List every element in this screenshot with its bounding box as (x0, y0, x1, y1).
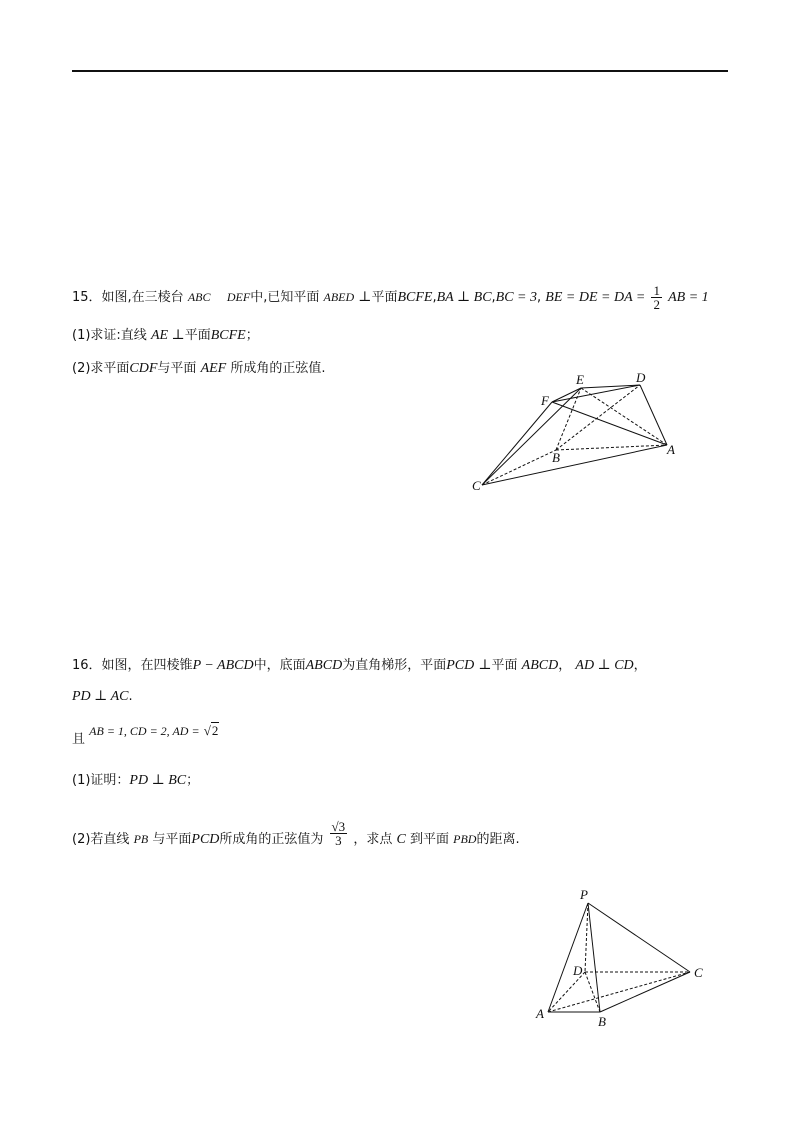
header-rule (72, 70, 728, 72)
q16-pyramid-figure (528, 885, 718, 1030)
label-p: P (580, 887, 588, 902)
q15-number: 15． (72, 290, 102, 305)
label-b: B (598, 1014, 606, 1029)
edge-ca (482, 445, 667, 485)
edge-ce (482, 388, 581, 485)
edge-cb (482, 450, 556, 485)
q16-part1: (1)证明：PD ⊥ BC； (72, 773, 200, 788)
q16-condition-line: PD ⊥ AC. (72, 689, 133, 704)
label-d: D (636, 370, 646, 385)
q15-statement: 15．如图,在三棱台 ABC − DEF中,已知平面 ABED ⊥平面BCFE,BA ⊥ BC,BC = 3, BE = DE = DA = $\frac{1}{2}$ AB = 1 (72, 283, 709, 312)
edge-bc (600, 972, 690, 1012)
q15-frustum-figure (460, 370, 700, 500)
q15-fraction: $\frac{1}{2}$ (653, 283, 660, 312)
edge-pa (548, 903, 588, 1012)
q16-given: 且 AB = 1, CD = 2, AD = √2 (72, 723, 219, 747)
edge-bd (556, 385, 640, 450)
edge-ef (552, 388, 581, 402)
edge-da (548, 972, 585, 1012)
q15-part1: (1)求证:直线 AE ⊥平面BCFE； (72, 328, 259, 343)
q16-statement: 16．如图，在四棱锥P − ABCD中，底面ABCD为直角梯形，平面PCD ⊥平面 ABCD， AD ⊥ CD， (72, 658, 647, 673)
label-c: C (694, 965, 703, 980)
sqrt-2: √2 (203, 723, 219, 738)
label-a: A (536, 1006, 544, 1021)
sin-value-fraction: $\frac{√3}{3}$ (331, 819, 346, 848)
label-c: C (472, 478, 481, 493)
label-d: D (573, 963, 583, 978)
edge-ba (556, 445, 667, 450)
edge-pd (585, 903, 588, 972)
q16-part2: (2)若直线 PB 与平面PCD所成角的正弦值为 $\frac{√3}{3}$ ，求点 C 到平面 PBD的距离. (72, 819, 520, 848)
label-b: B (552, 450, 560, 465)
q16-number: 16． (72, 658, 102, 673)
edge-pc (588, 903, 690, 972)
label-f: F (541, 393, 549, 408)
edge-ac (548, 972, 690, 1012)
q15-part2: (2)求平面CDF与平面 AEF 所成角的正弦值. (72, 361, 326, 376)
label-e: E (576, 372, 584, 387)
label-a: A (667, 442, 675, 457)
